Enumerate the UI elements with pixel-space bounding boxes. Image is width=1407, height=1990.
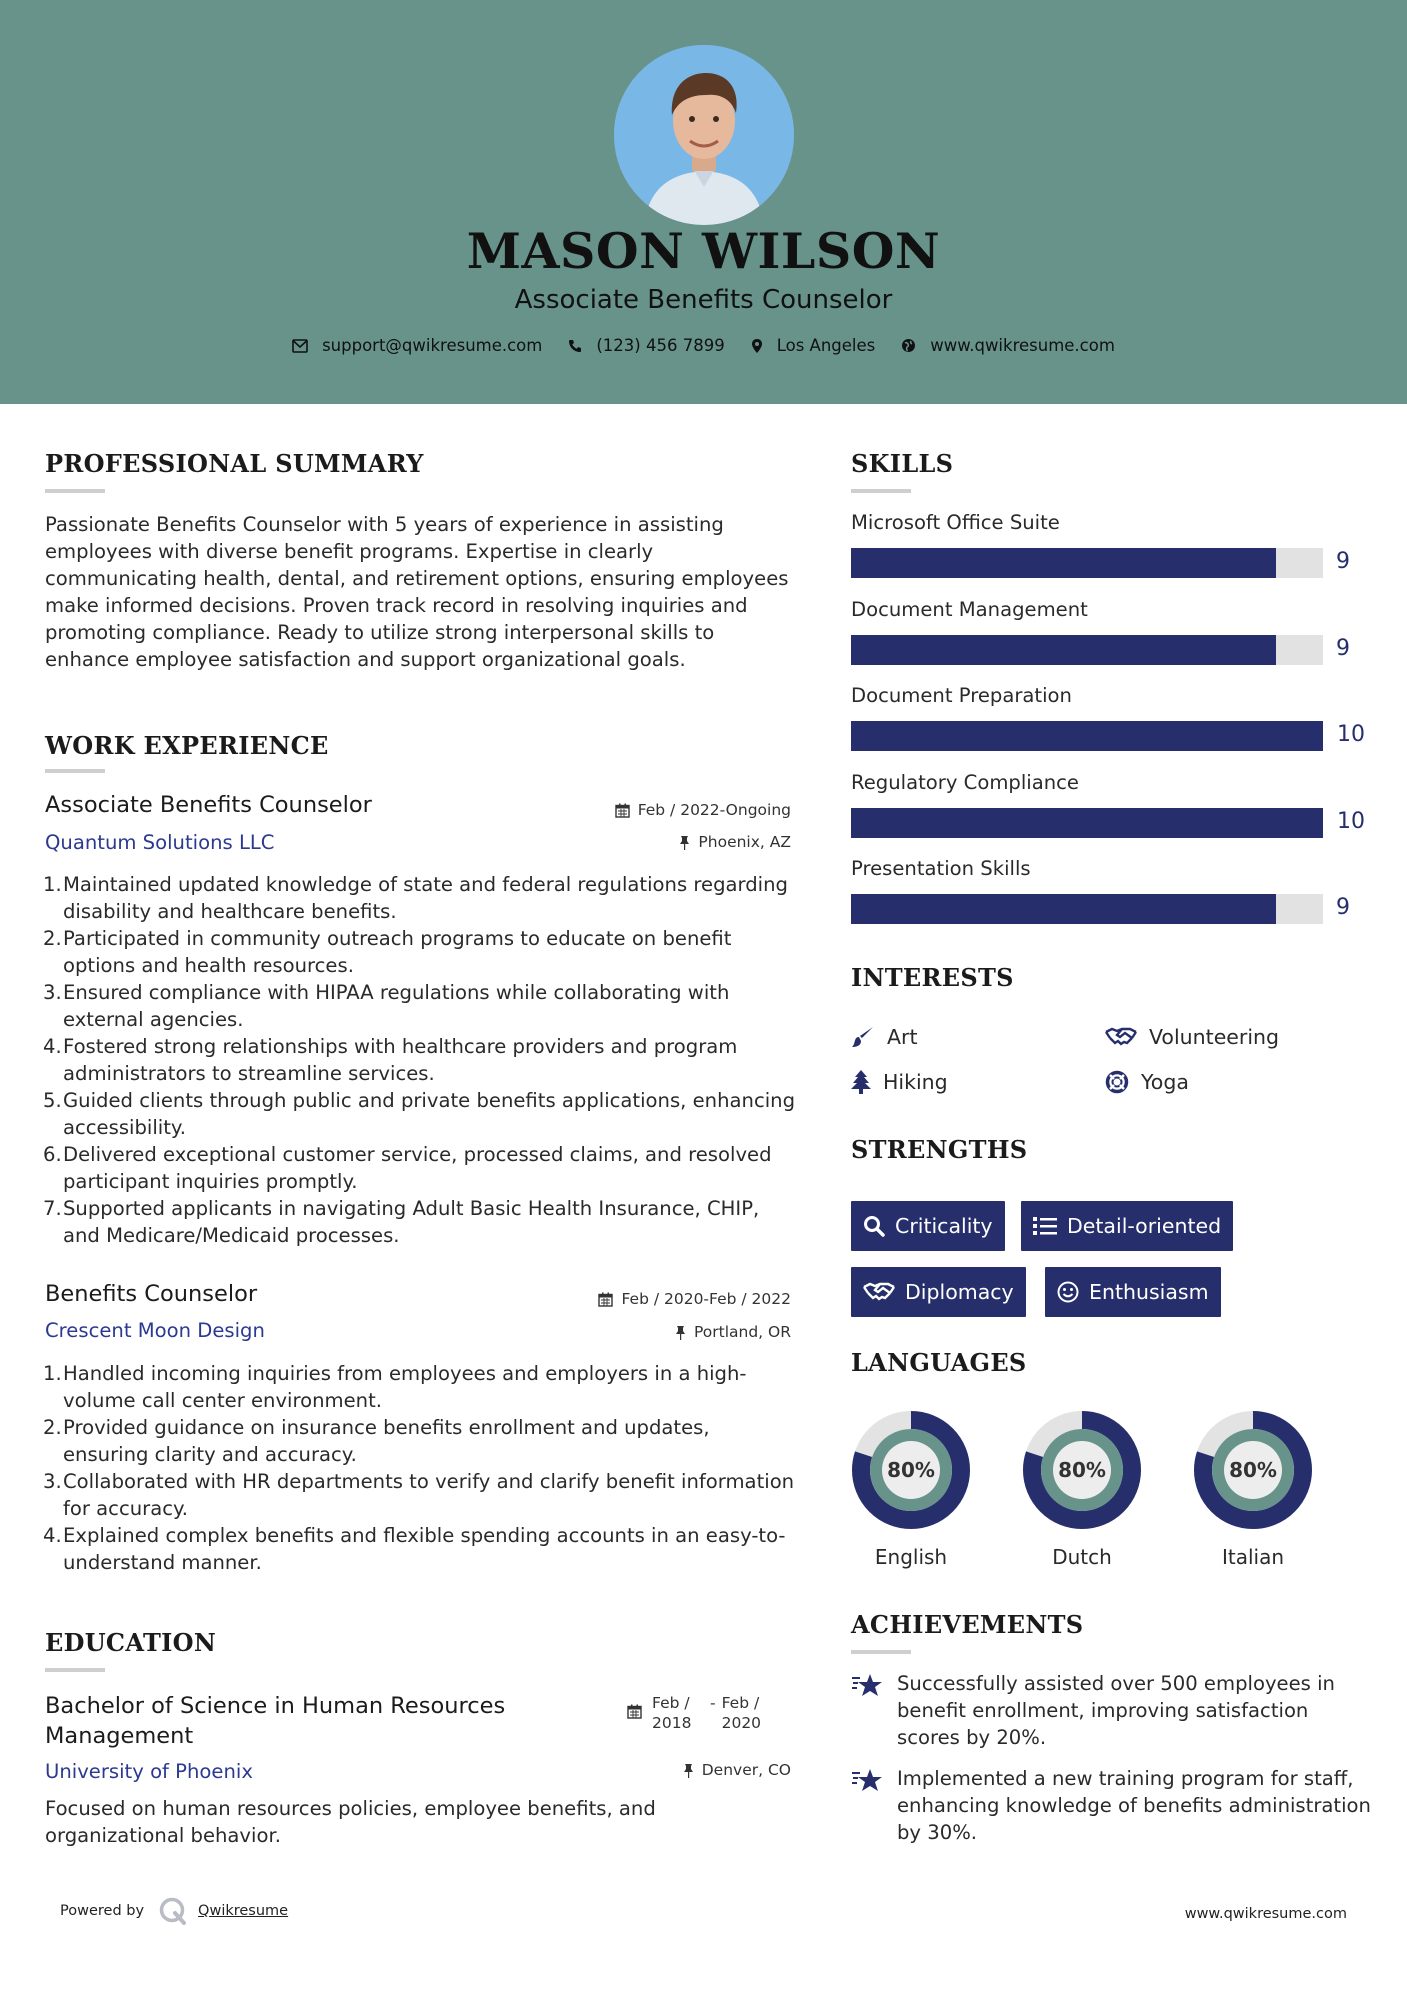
language-label: Italian: [1221, 1545, 1285, 1569]
interests-heading: INTERESTS: [851, 963, 1014, 992]
duty-number: 4.: [43, 1035, 62, 1058]
achievements-heading: ACHIEVEMENTS: [851, 1610, 1084, 1639]
school-name: University of Phoenix: [45, 1760, 253, 1783]
duty-number: 5.: [43, 1089, 62, 1112]
duty-text: Delivered exceptional customer service, processed claims, and resolved participant inquiries promptly.: [63, 1143, 772, 1193]
job-2-dates: [598, 1290, 791, 1308]
job-1-dates: [615, 801, 791, 819]
handshake-icon: [863, 1281, 895, 1303]
skill-value: 9: [1336, 549, 1350, 574]
duty-item: [45, 979, 800, 1033]
search-icon: [863, 1215, 885, 1237]
summary-rule: [45, 489, 105, 493]
duty-text: Ensured compliance with HIPAA regulations while collaborating with external agencies.: [63, 981, 730, 1031]
skill-bar-fill: [851, 808, 1323, 838]
interest-art-label: Art: [887, 1025, 918, 1049]
language-ring: [850, 1409, 972, 1531]
duty-item: [45, 1087, 800, 1141]
skill-label: Regulatory Compliance: [851, 771, 1079, 794]
achievements-rule: [851, 1650, 911, 1654]
achievement-item: [851, 1670, 1371, 1751]
language-ring: [1021, 1409, 1143, 1531]
job-2-location: [675, 1323, 791, 1341]
skill-label: Document Preparation: [851, 684, 1072, 707]
duty-item: [45, 925, 800, 979]
job-1-location: [679, 833, 791, 851]
contact-email[interactable]: [292, 336, 542, 355]
duty-item: [45, 1033, 800, 1087]
interest-hiking: [851, 1070, 948, 1094]
education-location-text: Denver, CO: [701, 1761, 791, 1779]
brand-link[interactable]: Qwikresume: [198, 1903, 289, 1919]
job-1-title: Associate Benefits Counselor: [45, 792, 372, 818]
interest-yoga-label: Yoga: [1141, 1070, 1189, 1094]
contact-location: [751, 336, 876, 355]
education-dates: [627, 1693, 772, 1733]
contact-website[interactable]: [901, 336, 1115, 355]
strengths-heading: STRENGTHS: [851, 1135, 1028, 1164]
profile-photo: [614, 45, 794, 225]
skills-rule: [851, 489, 911, 493]
interest-hiking-label: Hiking: [883, 1070, 948, 1094]
strength-enthusiasm: [1045, 1267, 1221, 1317]
duty-text: Supported applicants in navigating Adult Basic Health Insurance, CHIP, and Medicare/Medicaid processes.: [63, 1197, 760, 1247]
job-2-duties: [45, 1360, 800, 1576]
duty-text: Collaborated with HR departments to verify and clarify benefit information for accuracy.: [63, 1470, 795, 1520]
skill-bar-track: [851, 635, 1323, 665]
skill-label: Microsoft Office Suite: [851, 511, 1060, 534]
degree-title: Bachelor of Science in Human Resources Management: [45, 1693, 506, 1749]
contact-website-text: www.qwikresume.com: [930, 336, 1115, 355]
skills-heading: SKILLS: [851, 449, 954, 478]
strength-enthusiasm-label: Enthusiasm: [1089, 1280, 1209, 1304]
duty-item: [45, 1522, 800, 1576]
language-percent: 80%: [1229, 1458, 1277, 1482]
tree-icon: [851, 1070, 871, 1094]
duty-text: Participated in community outreach programs to educate on benefit options and health resources.: [63, 927, 732, 977]
phone-icon: [568, 339, 582, 353]
achievement-text: Successfully assisted over 500 employees in benefit enrollment, improving satisfaction scores by 20%.: [897, 1672, 1335, 1749]
education-rule: [45, 1668, 105, 1672]
experience-heading: WORK EXPERIENCE: [45, 731, 329, 760]
date-separator: -: [710, 1694, 716, 1712]
skill-value: 10: [1337, 809, 1365, 834]
interest-volunteering-label: Volunteering: [1149, 1025, 1280, 1049]
duty-number: 2.: [43, 1416, 62, 1439]
duty-text: Explained complex benefits and flexible spending accounts in an easy-to-understand manner.: [63, 1524, 786, 1574]
duty-number: 1.: [43, 1362, 62, 1385]
mail-icon: [292, 339, 308, 353]
interest-art: [851, 1025, 918, 1049]
skill-bar-track: [851, 808, 1323, 838]
duty-item: [45, 1195, 800, 1249]
paintbrush-icon: [851, 1025, 875, 1049]
duty-number: 2.: [43, 927, 62, 950]
contact-email-text: support@qwikresume.com: [322, 336, 543, 355]
duty-item: [45, 871, 800, 925]
achievement-text: Implemented a new training program for staff, enhancing knowledge of benefits administration by 30%.: [897, 1767, 1371, 1844]
footer-powered-by: [60, 1896, 288, 1926]
strength-criticality-label: Criticality: [895, 1214, 993, 1238]
job-1-duties: [45, 871, 800, 1249]
strength-diplomacy: [851, 1267, 1026, 1317]
calendar-icon: [598, 1292, 613, 1307]
skill-bar-track: [851, 548, 1323, 578]
star-icon: [851, 1767, 883, 1793]
duty-item: [45, 1141, 800, 1195]
duty-number: 6.: [43, 1143, 62, 1166]
job-2-dates-text: Feb / 2020-Feb / 2022: [621, 1290, 791, 1308]
job-2-location-text: Portland, OR: [693, 1323, 791, 1341]
duty-item: [45, 1468, 800, 1522]
skill-bar-track: [851, 894, 1323, 924]
duty-item: [45, 1414, 800, 1468]
strength-criticality: [851, 1201, 1005, 1251]
language-label: English: [874, 1545, 948, 1569]
job-1-location-text: Phoenix, AZ: [698, 833, 791, 851]
skill-bar-fill: [851, 635, 1276, 665]
language-label: Dutch: [1052, 1545, 1112, 1569]
duty-number: 1.: [43, 873, 62, 896]
education-date-start: Feb / 2018: [652, 1694, 692, 1732]
duty-text: Provided guidance on insurance benefits enrollment and updates, ensuring clarity and accuracy.: [63, 1416, 710, 1466]
qwikresume-logo-icon: [158, 1896, 188, 1926]
skill-value: 10: [1337, 722, 1365, 747]
language-percent: 80%: [1058, 1458, 1106, 1482]
duty-text: Maintained updated knowledge of state and federal regulations regarding disability and healthcare benefits.: [63, 873, 788, 923]
candidate-title: Associate Benefits Counselor: [514, 285, 893, 315]
education-date-end: Feb / 2020: [721, 1694, 762, 1732]
skill-value: 9: [1336, 895, 1350, 920]
achievement-item: [851, 1765, 1371, 1846]
resume-header: [0, 0, 1407, 404]
skill-bar-track: [851, 721, 1323, 751]
calendar-icon: [627, 1704, 642, 1719]
contact-bar: [0, 336, 1407, 355]
education-description: Focused on human resources policies, employee benefits, and organizational behavior.: [45, 1797, 656, 1847]
strength-diplomacy-label: Diplomacy: [905, 1280, 1014, 1304]
job-2-company: Crescent Moon Design: [45, 1319, 265, 1342]
summary-text: Passionate Benefits Counselor with 5 years of experience in assisting employees with diverse benefit programs. Expertise in clearly communicating health, dental, and retirement options, ensuring employees make informed decisions. Proven track record in resolving inquiries and promoting compliance. Ready to utilize strong interpersonal skills to enhance employee satisfaction and support organizational goals.: [45, 513, 789, 671]
globe-icon: [901, 338, 916, 353]
pin-icon: [683, 1763, 694, 1778]
duty-number: 4.: [43, 1524, 62, 1547]
duty-text: Fostered strong relationships with healthcare providers and program administrators to streamline services.: [63, 1035, 738, 1085]
skill-value: 9: [1336, 636, 1350, 661]
lifebuoy-icon: [1105, 1070, 1129, 1094]
duty-text: Handled incoming inquiries from employees and employers in a high-volume call center environment.: [63, 1362, 747, 1412]
experience-rule: [45, 769, 105, 773]
strength-detail-oriented-label: Detail-oriented: [1067, 1214, 1222, 1238]
duty-item: [45, 1360, 800, 1414]
location-icon: [751, 338, 763, 354]
candidate-name: MASON WILSON: [466, 222, 941, 280]
language-ring: [1192, 1409, 1314, 1531]
duty-text: Guided clients through public and private benefits applications, enhancing accessibility.: [63, 1089, 796, 1139]
contact-phone[interactable]: [568, 336, 724, 355]
job-1-dates-text: Feb / 2022-Ongoing: [637, 801, 791, 819]
calendar-icon: [615, 803, 630, 818]
pin-icon: [679, 835, 690, 850]
pin-icon: [675, 1325, 686, 1340]
star-icon: [851, 1672, 883, 1698]
duty-number: 3.: [43, 981, 62, 1004]
contact-phone-text: (123) 456 7899: [596, 336, 725, 355]
languages-heading: LANGUAGES: [851, 1348, 1027, 1377]
skill-label: Document Management: [851, 598, 1088, 621]
education-location: [683, 1761, 791, 1779]
language-percent: 80%: [887, 1458, 935, 1482]
interest-yoga: [1105, 1070, 1189, 1094]
list-icon: [1033, 1216, 1057, 1236]
skill-bar-fill: [851, 894, 1276, 924]
job-1-company: Quantum Solutions LLC: [45, 831, 275, 854]
education-heading: EDUCATION: [45, 1628, 217, 1657]
contact-location-text: Los Angeles: [776, 336, 876, 355]
skill-label: Presentation Skills: [851, 857, 1031, 880]
summary-heading: PROFESSIONAL SUMMARY: [45, 449, 424, 478]
duty-number: 7.: [43, 1197, 62, 1220]
job-2-title: Benefits Counselor: [45, 1281, 258, 1307]
strength-detail-oriented: [1021, 1201, 1233, 1251]
smile-icon: [1057, 1281, 1079, 1303]
handshake-icon: [1105, 1026, 1137, 1048]
powered-by-text: Powered by: [60, 1903, 145, 1919]
skill-bar-fill: [851, 548, 1276, 578]
footer-url[interactable]: www.qwikresume.com: [1184, 1906, 1347, 1922]
interest-volunteering: [1105, 1025, 1279, 1049]
duty-number: 3.: [43, 1470, 62, 1493]
skill-bar-fill: [851, 721, 1323, 751]
